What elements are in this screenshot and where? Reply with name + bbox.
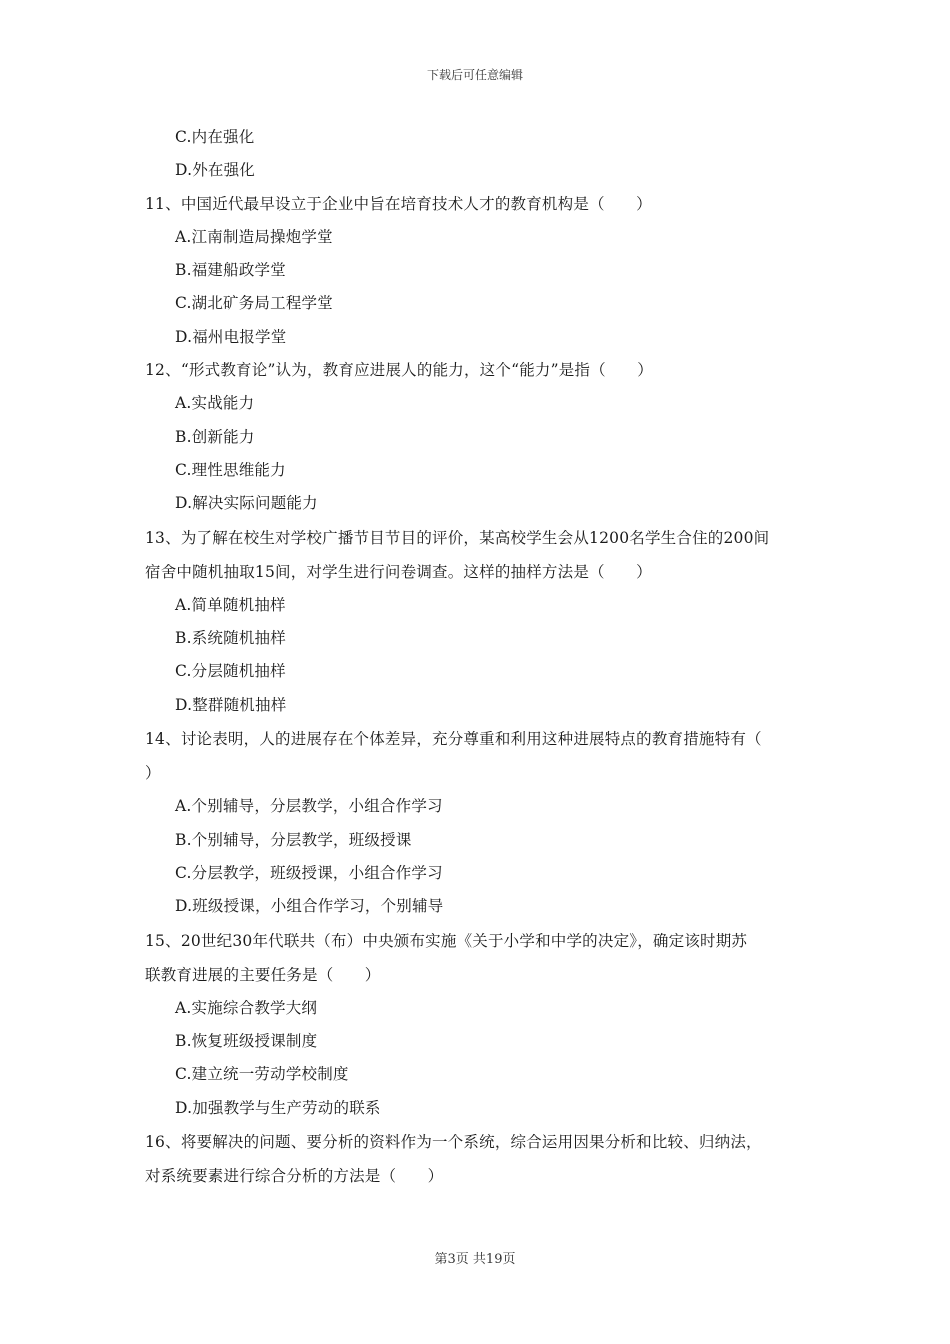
answer-option: C.分层随机抽样 [175, 662, 286, 681]
question-text: 12、“形式教育论”认为，教育应进展人的能力，这个“能力”是指（ ） [145, 361, 653, 380]
answer-option: D.班级授课，小组合作学习，个别辅导 [175, 897, 444, 916]
answer-option: C.湖北矿务局工程学堂 [175, 294, 333, 313]
question-text-continued: 联教育进展的主要任务是（ ） [145, 965, 381, 984]
question-text-continued: 宿舍中随机抽取15间，对学生进行问卷调查。这样的抽样方法是（ ） [145, 562, 652, 581]
question-text-continued: 对系统要素进行综合分析的方法是（ ） [145, 1167, 444, 1186]
answer-option: A.简单随机抽样 [175, 595, 286, 614]
question-text: 15、20世纪30年代联共（布）中央颁布实施《关于小学和中学的决定》，确定该时期苏 [145, 931, 748, 950]
answer-option: C.建立统一劳动学校制度 [175, 1065, 349, 1084]
question-text: 14、讨论表明，人的进展存在个体差异，充分尊重和利用这种进展特点的教育措施特有（ [145, 730, 762, 749]
answer-option: B.系统随机抽样 [175, 629, 286, 648]
answer-option: D.福州电报学堂 [175, 327, 287, 346]
answer-option: C.理性思维能力 [175, 460, 286, 479]
answer-option: C.分层教学，班级授课，小组合作学习 [175, 863, 443, 882]
answer-option: D.解决实际问题能力 [175, 494, 318, 513]
page-header: 下载后可任意编辑 [426, 68, 523, 82]
answer-option: D.外在强化 [175, 161, 256, 180]
answer-option: A.江南制造局操炮学堂 [175, 227, 333, 246]
answer-option: A.个别辅导，分层教学，小组合作学习 [175, 797, 443, 816]
question-text-continued: ） [145, 764, 161, 783]
answer-option: D.整群随机抽样 [175, 695, 287, 714]
answer-option: B.福建船政学堂 [175, 261, 286, 280]
answer-option: D.加强教学与生产劳动的联系 [175, 1098, 381, 1117]
answer-option: A.实战能力 [175, 394, 255, 413]
answer-option: A.实施综合教学大纲 [175, 998, 318, 1017]
question-text: 16、将要解决的问题、要分析的资料作为一个系统，综合运用因果分析和比较、归纳法， [145, 1133, 762, 1152]
answer-option: C.内在强化 [175, 128, 255, 146]
document-body [145, 121, 815, 1193]
question-text: 13、为了解在校生对学校广播节目节目的评价，某高校学生会从1200名学生合住的200间 [145, 528, 770, 547]
answer-option: B.创新能力 [175, 427, 255, 446]
answer-option: B.个别辅导，分层教学，班级授课 [175, 830, 412, 849]
question-text: 11、中国近代最早设立于企业中旨在培育技术人才的教育机构是（ ） [145, 194, 652, 213]
answer-option: B.恢复班级授课制度 [175, 1032, 318, 1051]
page-footer: 第3页 共19页 [434, 1252, 516, 1267]
